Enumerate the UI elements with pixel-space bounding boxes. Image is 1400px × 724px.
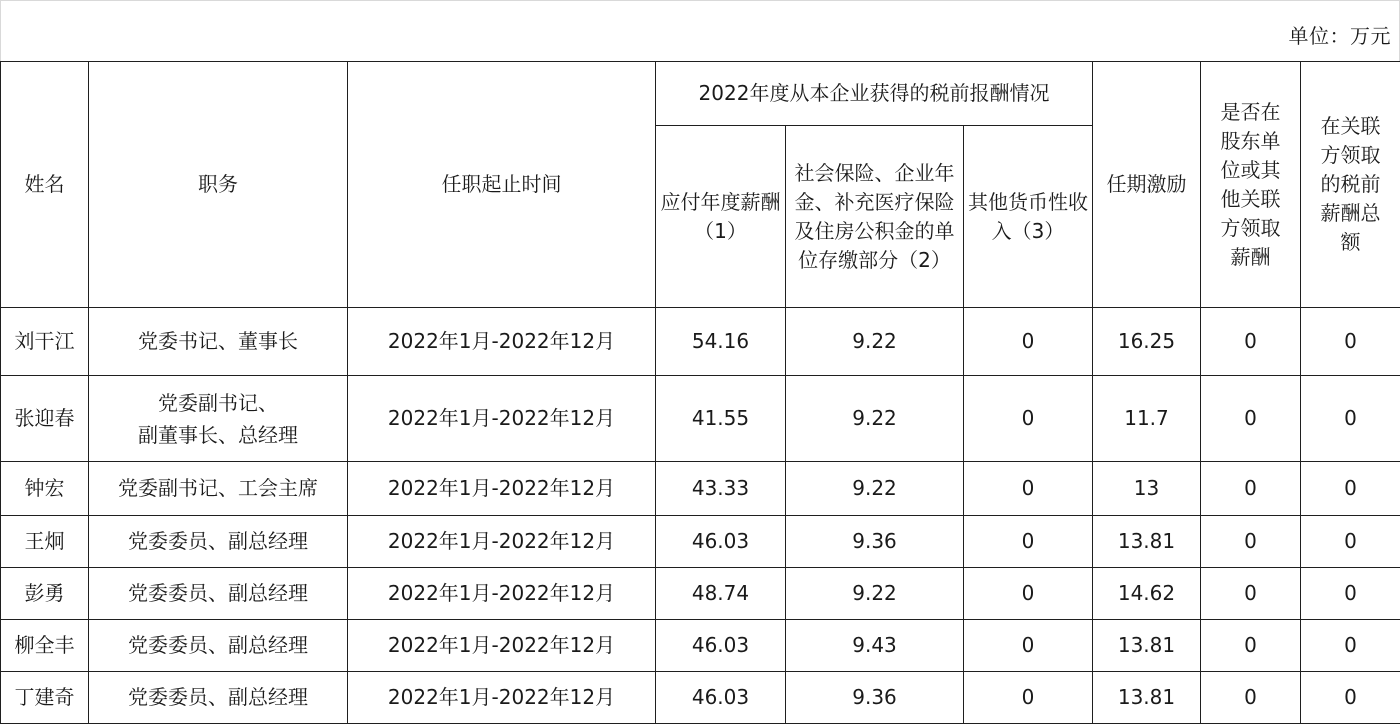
cell-related-total: 0: [1301, 462, 1400, 516]
header-insurance: 社会保险、企业年金、补充医疗保险及住房公积金的单位存缴部分（2）: [786, 126, 964, 308]
cell-insurance: 9.22: [786, 462, 964, 516]
header-term: 任职起止时间: [348, 62, 656, 308]
cell-incentive: 11.7: [1093, 376, 1201, 462]
table-row: [1, 568, 1400, 620]
cell-insurance: 9.36: [786, 672, 964, 724]
header-other-income: 其他货币性收入（3）: [964, 126, 1093, 308]
cell-salary: 46.03: [656, 672, 786, 724]
cell-position: [89, 376, 348, 462]
table-row: [1, 620, 1400, 672]
cell-related-total: 0: [1301, 308, 1400, 376]
unit-bar: [0, 0, 1400, 61]
header-related-flag: 是否在股东单位或其他关联方领取薪酬: [1201, 62, 1301, 308]
compensation-table: [0, 61, 1400, 724]
cell-related-total: 0: [1301, 672, 1400, 724]
cell-position: 党委书记、董事长: [89, 308, 348, 376]
cell-name: 丁建奇: [1, 672, 89, 724]
cell-name: 钟宏: [1, 462, 89, 516]
cell-related-flag: 0: [1201, 462, 1301, 516]
cell-related-flag: 0: [1201, 308, 1301, 376]
table-row: [1, 672, 1400, 724]
cell-position: 党委委员、副总经理: [89, 672, 348, 724]
header-name: 姓名: [1, 62, 89, 308]
cell-term: 2022年1月-2022年12月: [348, 672, 656, 724]
cell-term: 2022年1月-2022年12月: [348, 462, 656, 516]
cell-related-flag: 0: [1201, 672, 1301, 724]
cell-insurance: 9.22: [786, 376, 964, 462]
cell-related-flag: 0: [1201, 568, 1301, 620]
table-row: [1, 308, 1400, 376]
cell-other-income: 0: [964, 620, 1093, 672]
cell-incentive: 13.81: [1093, 620, 1201, 672]
cell-term: 2022年1月-2022年12月: [348, 620, 656, 672]
cell-other-income: 0: [964, 462, 1093, 516]
cell-salary: 48.74: [656, 568, 786, 620]
cell-term: 2022年1月-2022年12月: [348, 568, 656, 620]
cell-insurance: 9.43: [786, 620, 964, 672]
cell-name: 王炯: [1, 516, 89, 568]
cell-position: 党委委员、副总经理: [89, 568, 348, 620]
cell-term: 2022年1月-2022年12月: [348, 516, 656, 568]
table-row: [1, 516, 1400, 568]
cell-salary: 46.03: [656, 516, 786, 568]
cell-incentive: 16.25: [1093, 308, 1201, 376]
header-incentive: 任期激励: [1093, 62, 1201, 308]
header-salary: 应付年度薪酬（1）: [656, 126, 786, 308]
cell-incentive: 13.81: [1093, 516, 1201, 568]
cell-related-total: 0: [1301, 568, 1400, 620]
table-row: [1, 462, 1400, 516]
unit-label: 单位：万元: [1289, 20, 1392, 49]
cell-salary: 41.55: [656, 376, 786, 462]
cell-position: 党委委员、副总经理: [89, 516, 348, 568]
cell-name: 彭勇: [1, 568, 89, 620]
cell-term: 2022年1月-2022年12月: [348, 308, 656, 376]
cell-name: 柳全丰: [1, 620, 89, 672]
header-related-total: 在关联方领取的税前薪酬总额: [1301, 62, 1400, 308]
cell-position: 党委副书记、工会主席: [89, 462, 348, 516]
cell-insurance: 9.36: [786, 516, 964, 568]
cell-position: 党委委员、副总经理: [89, 620, 348, 672]
cell-incentive: 13.81: [1093, 672, 1201, 724]
cell-name: 张迎春: [1, 376, 89, 462]
cell-salary: 46.03: [656, 620, 786, 672]
cell-related-total: 0: [1301, 516, 1400, 568]
cell-related-total: 0: [1301, 376, 1400, 462]
cell-insurance: 9.22: [786, 568, 964, 620]
cell-incentive: 13: [1093, 462, 1201, 516]
cell-other-income: 0: [964, 376, 1093, 462]
cell-salary: 54.16: [656, 308, 786, 376]
cell-salary: 43.33: [656, 462, 786, 516]
header-position: 职务: [89, 62, 348, 308]
cell-term: 2022年1月-2022年12月: [348, 376, 656, 462]
cell-other-income: 0: [964, 568, 1093, 620]
cell-insurance: 9.22: [786, 308, 964, 376]
cell-related-flag: 0: [1201, 376, 1301, 462]
cell-other-income: 0: [964, 516, 1093, 568]
position-line-1: 党委副书记、: [158, 387, 278, 419]
cell-related-flag: 0: [1201, 620, 1301, 672]
cell-other-income: 0: [964, 672, 1093, 724]
cell-related-flag: 0: [1201, 516, 1301, 568]
cell-other-income: 0: [964, 308, 1093, 376]
cell-name: 刘干江: [1, 308, 89, 376]
header-group-pretax-pay: 2022年度从本企业获得的税前报酬情况: [656, 62, 1093, 126]
position-line-2: 副董事长、总经理: [138, 419, 298, 451]
cell-related-total: 0: [1301, 620, 1400, 672]
cell-incentive: 14.62: [1093, 568, 1201, 620]
table-row: [1, 376, 1400, 462]
